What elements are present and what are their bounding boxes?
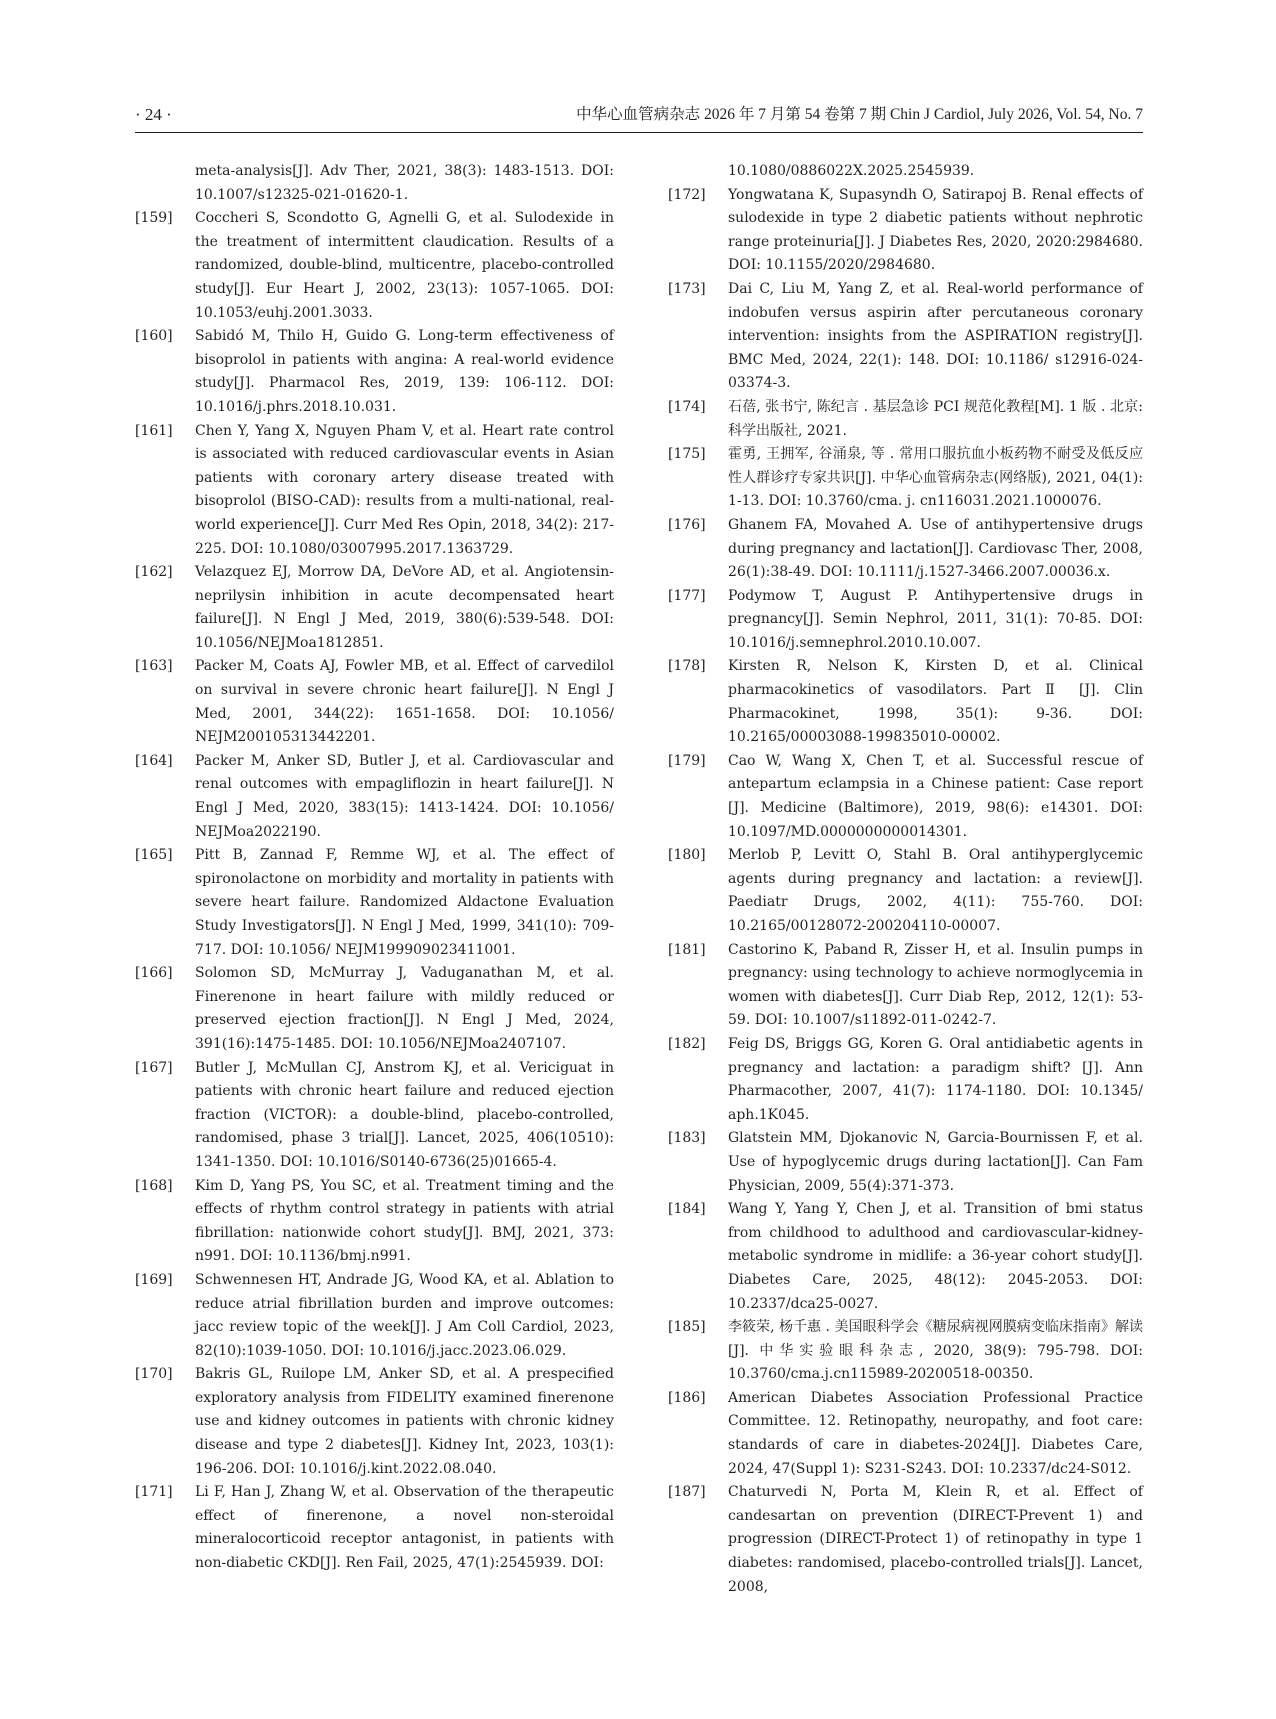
- reference-number: [186]: [668, 1389, 706, 1406]
- reference-number: [164]: [135, 752, 173, 769]
- reference-number: [183]: [668, 1130, 706, 1147]
- reference-number: [166]: [135, 965, 173, 982]
- reference-text: Bakris GL, Ruilope LM, Anker SD, et al. A prespecified exploratory analysis from FIDELITY examined finerenone use and kidney outcomes in patients with chronic kidney disease and type 2 diabetes[J]. Kidney Int, 2023, 103(1): 196-206. DOI: 10.1016/j.kint.2022.08.040.: [195, 1366, 614, 1477]
- reference-entry: [135, 1481, 614, 1575]
- reference-entry: [135, 160, 614, 207]
- reference-text: Packer M, Anker SD, Butler J, et al. Cardiovascular and renal outcomes with empagliflozin in heart failure[J]. N Engl J Med, 2020, 383(15): 1413-1424. DOI: 10.1056/ NEJMoa2022190.: [195, 752, 614, 840]
- reference-entry: [668, 184, 1143, 278]
- reference-entry: [668, 514, 1143, 585]
- reference-text: 10.1080/0886022X.2025.2545939.: [728, 163, 975, 179]
- reference-text: Solomon SD, McMurray J, Vaduganathan M, et al. Finerenone in heart failure with mildly reduced or preserved ejection fraction[J]. N Engl J Med, 2024, 391(16):1475-1485. DOI: 10.1056/NEJMoa2407107.: [195, 965, 614, 1052]
- reference-entry: [135, 962, 614, 1056]
- reference-entry: [135, 420, 614, 562]
- reference-entry: [135, 750, 614, 844]
- reference-entry: [668, 1316, 1143, 1387]
- reference-text: Coccheri S, Scondotto G, Agnelli G, et al. Sulodexide in the treatment of intermittent claudication. Results of a randomized, double-blind, multicentre, placebo-controlled study[J]. Eur Heart J, 2002, 23(13): 1057-1065. DOI: 10.1053/euhj.2001.3033.: [195, 210, 614, 321]
- reference-text: Yongwatana K, Supasyndh O, Satirapoj B. Renal effects of sulodexide in type 2 diabetic patients without nephrotic range proteinuria[J]. J Diabetes Res, 2020, 2020:2984680. DOI: 10.1155/2020/2984680.: [728, 186, 1143, 274]
- reference-text: Cao W, Wang X, Chen T, et al. Successful rescue of antepartum eclampsia in a Chinese patient: Case report [J]. Medicine (Baltimore), 2019, 98(6): e14301. DOI: 10.1097/MD.0000000000014301.: [728, 752, 1143, 840]
- reference-entry: [668, 655, 1143, 749]
- reference-entry: [668, 1198, 1143, 1316]
- reference-entry: [135, 207, 614, 325]
- reference-number: [180]: [668, 847, 706, 864]
- reference-entry: [668, 750, 1143, 844]
- reference-number: [168]: [135, 1177, 173, 1194]
- page-number: · 24 ·: [135, 105, 172, 124]
- reference-entry: [668, 939, 1143, 1033]
- reference-text: Packer M, Coats AJ, Fowler MB, et al. Effect of carvedilol on survival in severe chronic heart failure[J]. N Engl J Med, 2001, 344(22): 1651-1658. DOI: 10.1056/ NEJM200105313442201.: [195, 658, 614, 746]
- reference-number: [167]: [135, 1059, 173, 1076]
- reference-entry: [668, 1387, 1143, 1481]
- reference-text: Chen Y, Yang X, Nguyen Pham V, et al. Heart rate control is associated with reduced cardiovascular events in Asian patients with coronary artery disease treated with bisoprolol (BISO-CAD): results from a multi-national, real-world experience[J]. Curr Med Res Opin, 2018, 34(2): 217-225. DOI: 10.1080/03007995.2017.1363729.: [195, 422, 614, 557]
- reference-text: Ghanem FA, Movahed A. Use of antihypertensive drugs during pregnancy and lactation[J]. Cardiovasc Ther, 2008, 26(1):38-49. DOI: 10.1111/j.1527-3466.2007.00036.x.: [728, 516, 1143, 581]
- running-header: [135, 104, 1143, 133]
- reference-text: Castorino K, Paband R, Zisser H, et al. Insulin pumps in pregnancy: using technology to achieve normoglycemia in women with diabetes[J]. Curr Diab Rep, 2012, 12(1): 53-59. DOI: 10.1007/s11892-011-0242-7.: [728, 941, 1143, 1029]
- reference-number: [177]: [668, 587, 706, 604]
- reference-column-right: [668, 160, 1143, 1599]
- reference-text: Wang Y, Yang Y, Chen J, et al. Transition of bmi status from childhood to adulthood and cardiovascular-kidney-metabolic syndrome in midlife: a 36-year cohort study[J]. Diabetes Care, 2025, 48(12): 2045-2053. DOI: 10.2337/dca25-0027.: [728, 1201, 1143, 1312]
- reference-text: Glatstein MM, Djokanovic N, Garcia-Bournissen F, et al. Use of hypoglycemic drugs during lactation[J]. Can Fam Physician, 2009, 55(4):371-373.: [728, 1130, 1143, 1194]
- reference-number: [173]: [668, 280, 706, 297]
- reference-entry: [135, 1269, 614, 1363]
- reference-number: [159]: [135, 210, 173, 227]
- reference-text: Chaturvedi N, Porta M, Klein R, et al. Effect of candesartan on prevention (DIRECT-Prevent 1) and progression (DIRECT-Protect 1) of retinopathy in type 1 diabetes: randomised, placebo-controlled trials[J]. Lancet, 2008,: [728, 1484, 1143, 1595]
- reference-number: [171]: [135, 1484, 173, 1501]
- reference-entry: [668, 278, 1143, 396]
- reference-text: 石蓓, 张书宁, 陈纪言 . 基层急诊 PCI 规范化教程[M]. 1 版 . 北京: 科学出版社, 2021.: [728, 398, 1143, 439]
- reference-number: [187]: [668, 1484, 706, 1501]
- reference-entry: [135, 844, 614, 962]
- reference-entry: [668, 844, 1143, 938]
- reference-number: [185]: [668, 1319, 706, 1336]
- reference-text: 李筱荣, 杨千惠 . 美国眼科学会《糖尿病视网膜病变临床指南》解读 [J]. 中华实验眼科杂志, 2020, 38(9): 795-798. DOI: 10.3760/cma.j.cn115989-20200518-00350.: [728, 1319, 1143, 1383]
- reference-entry: [135, 1363, 614, 1481]
- reference-text: Podymow T, August P. Antihypertensive drugs in pregnancy[J]. Semin Nephrol, 2011, 31(1): 70-85. DOI: 10.1016/j.semnephrol.2010.10.007.: [728, 587, 1143, 651]
- reference-number: [162]: [135, 564, 173, 581]
- reference-text: Pitt B, Zannad F, Remme WJ, et al. The effect of spironolactone on morbidity and mortality in patients with severe heart failure. Randomized Aldactone Evaluation Study Investigators[J]. N Engl J Med, 1999, 341(10): 709-717. DOI: 10.1056/ NEJM199909023411001.: [195, 847, 614, 958]
- reference-number: [161]: [135, 422, 173, 439]
- reference-text: American Diabetes Association Professional Practice Committee. 12. Retinopathy, neuropathy, and foot care: standards of care in diabetes-2024[J]. Diabetes Care, 2024, 47(Suppl 1): S231-S243. DOI: 10.2337/dc24-S012.: [728, 1389, 1143, 1477]
- reference-entry: [668, 160, 1143, 184]
- reference-entry: [135, 561, 614, 655]
- reference-text: Li F, Han J, Zhang W, et al. Observation of the therapeutic effect of finerenone, a novel non-steroidal mineralocorticoid receptor antagonist, in patients with non-diabetic CKD[J]. Ren Fail, 2025, 47(1):2545939. DOI:: [195, 1484, 614, 1572]
- reference-number: [163]: [135, 658, 173, 675]
- reference-entry: [668, 396, 1143, 443]
- reference-text: 霍勇, 王拥军, 谷涌泉, 等 . 常用口服抗血小板药物不耐受及低反应性人群诊疗专家共识[J]. 中华心血管病杂志(网络版), 2021, 04(1): 1-13. DOI: 10.3760/cma. j. cn116031.2021.1000076.: [728, 446, 1143, 510]
- reference-number: [165]: [135, 847, 173, 864]
- reference-text: Kirsten R, Nelson K, Kirsten D, et al. Clinical pharmacokinetics of vasodilators. Part Ⅱ [J]. Clin Pharmacokinet, 1998, 35(1): 9-36. DOI: 10.2165/00003088-199835010-00002.: [728, 658, 1143, 746]
- reference-entry: [135, 1057, 614, 1175]
- reference-entry: [135, 655, 614, 749]
- reference-text: Feig DS, Briggs GG, Koren G. Oral antidiabetic agents in pregnancy and lactation: a paradigm shift? [J]. Ann Pharmacother, 2007, 41(7): 1174-1180. DOI: 10.1345/ aph.1K045.: [728, 1035, 1143, 1123]
- reference-number: [169]: [135, 1271, 173, 1288]
- reference-entry: [668, 443, 1143, 514]
- reference-entry: [668, 1127, 1143, 1198]
- reference-number: [179]: [668, 752, 706, 769]
- reference-number: [176]: [668, 516, 706, 533]
- reference-text: Sabidó M, Thilo H, Guido G. Long-term effectiveness of bisoprolol in patients with angina: A real-world evidence study[J]. Pharmacol Res, 2019, 139: 106-112. DOI: 10.1016/j.phrs.2018.10.031.: [195, 328, 614, 415]
- reference-text: Merlob P, Levitt O, Stahl B. Oral antihyperglycemic agents during pregnancy and lactation: a review[J]. Paediatr Drugs, 2002, 4(11): 755-760. DOI: 10.2165/00128072-200204110-00007.: [728, 847, 1143, 934]
- reference-entry: [135, 325, 614, 419]
- reference-number: [170]: [135, 1366, 173, 1383]
- reference-entry: [668, 1481, 1143, 1599]
- reference-column-left: [135, 160, 614, 1576]
- reference-number: [160]: [135, 328, 173, 345]
- reference-text: Velazquez EJ, Morrow DA, DeVore AD, et al. Angiotensin-neprilysin inhibition in acute decompensated heart failure[J]. N Engl J Med, 2019, 380(6):539-548. DOI: 10.1056/NEJMoa1812851.: [195, 564, 614, 651]
- journal-title: 中华心血管病杂志 2026 年 7 月第 54 卷第 7 期 Chin J Cardiol, July 2026, Vol. 54, No. 7: [576, 106, 1143, 123]
- reference-text: Kim D, Yang PS, You SC, et al. Treatment timing and the effects of rhythm control strategy in patients with atrial fibrillation: nationwide cohort study[J]. BMJ, 2021, 373: n991. DOI: 10.1136/bmj.n991.: [195, 1177, 614, 1265]
- reference-number: [178]: [668, 658, 706, 675]
- reference-entry: [135, 1175, 614, 1269]
- reference-number: [181]: [668, 941, 706, 958]
- reference-text: Dai C, Liu M, Yang Z, et al. Real-world performance of indobufen versus aspirin after percutaneous coronary intervention: insights from the ASPIRATION registry[J]. BMC Med, 2024, 22(1): 148. DOI: 10.1186/ s12916-024-03374-3.: [728, 280, 1143, 392]
- reference-text: Schwennesen HT, Andrade JG, Wood KA, et al. Ablation to reduce atrial fibrillation burden and improve outcomes: jacc review topic of the week[J]. J Am Coll Cardiol, 2023, 82(10):1039-1050. DOI: 10.1016/j.jacc.2023.06.029.: [195, 1271, 614, 1359]
- reference-number: [184]: [668, 1201, 706, 1218]
- reference-entry: [668, 585, 1143, 656]
- reference-number: [174]: [668, 398, 706, 415]
- reference-number: [175]: [668, 446, 706, 463]
- reference-text: Butler J, McMullan CJ, Anstrom KJ, et al. Vericiguat in patients with chronic heart failure and reduced ejection fraction (VICTOR): a double-blind, placebo-controlled, randomised, phase 3 trial[J]. Lancet, 2025, 406(10510): 1341-1350. DOI: 10.1016/S0140-6736(25)01665-4.: [195, 1059, 614, 1170]
- reference-number: [182]: [668, 1035, 706, 1052]
- reference-text: meta-analysis[J]. Adv Ther, 2021, 38(3): 1483-1513. DOI: 10.1007/s12325-021-01620-1.: [195, 163, 614, 203]
- reference-entry: [668, 1033, 1143, 1127]
- reference-number: [172]: [668, 186, 706, 203]
